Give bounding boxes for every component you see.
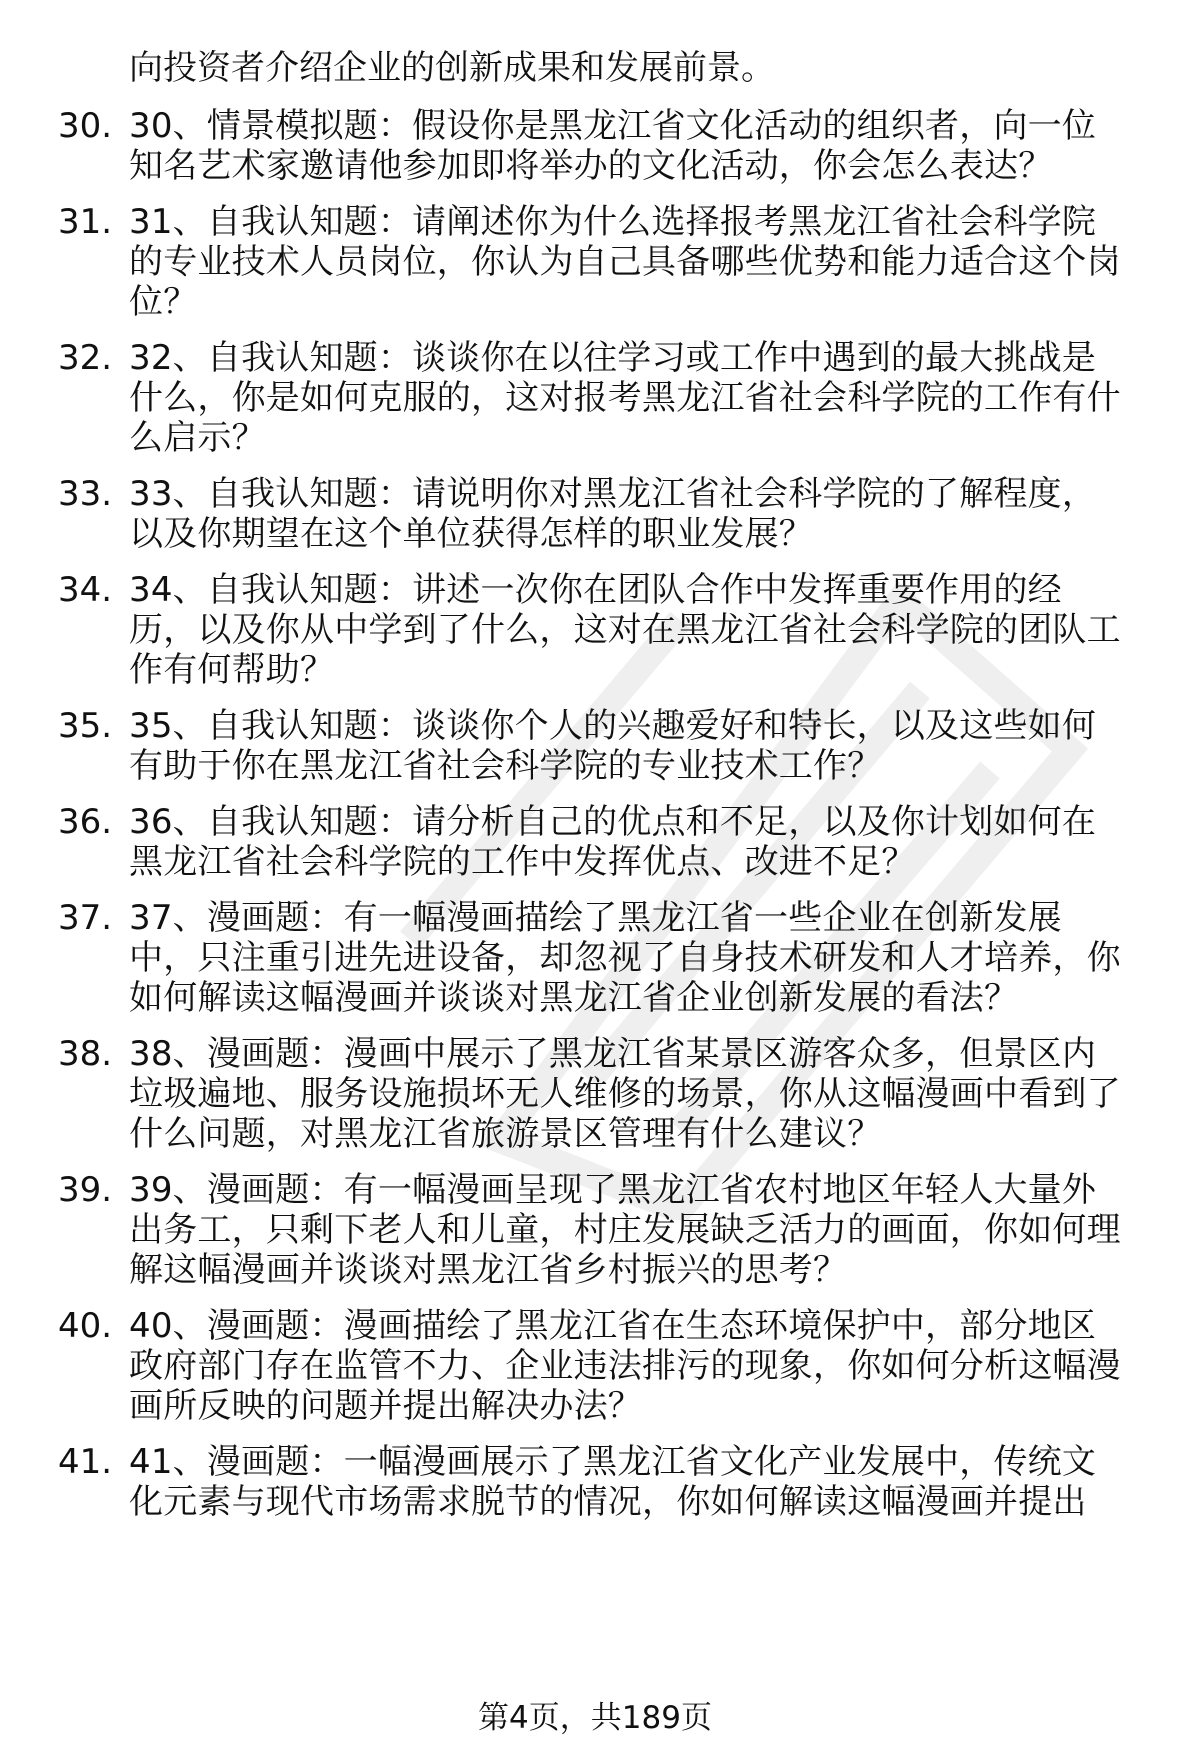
list-item: [58, 898, 1158, 1018]
item-number: 39.: [58, 1170, 113, 1210]
item-number: 32.: [58, 338, 113, 378]
item-text: 30、情景模拟题：假设你是黑龙江省文化活动的组织者，向一位知名艺术家邀请他参加即将举办的文化活动，你会怎么表达？: [129, 106, 1097, 186]
list-item: [58, 106, 1158, 186]
item-text: 39、漫画题：有一幅漫画呈现了黑龙江省农村地区年轻人大量外出务工，只剩下老人和儿童，村庄发展缺乏活力的画面，你如何理解这幅漫画并谈谈对黑龙江省乡村振兴的思考？: [129, 1170, 1121, 1290]
item-number: 31.: [58, 202, 113, 242]
list-item: [58, 1442, 1158, 1522]
item-text: 38、漫画题：漫画中展示了黑龙江省某景区游客众多，但景区内垃圾遍地、服务设施损坏无人维修的场景，你从这幅漫画中看到了什么问题，对黑龙江省旅游景区管理有什么建议？: [129, 1034, 1121, 1154]
list-item: [58, 1306, 1158, 1426]
items-container: [58, 106, 1158, 1522]
item-text: 33、自我认知题：请说明你对黑龙江省社会科学院的了解程度，以及你期望在这个单位获得怎样的职业发展？: [129, 474, 1097, 554]
item-text: 34、自我认知题：讲述一次你在团队合作中发挥重要作用的经历，以及你从中学到了什么，这对在黑龙江省社会科学院的团队工作有何帮助？: [129, 570, 1121, 690]
item-text: 41、漫画题：一幅漫画展示了黑龙江省文化产业发展中，传统文化元素与现代市场需求脱节的情况，你如何解读这幅漫画并提出: [129, 1442, 1097, 1522]
item-text: 35、自我认知题：谈谈你个人的兴趣爱好和特长，以及这些如何有助于你在黑龙江省社会科学院的专业技术工作？: [129, 706, 1097, 786]
page-footer: 第4页，共189页: [478, 1700, 712, 1736]
item-text: 32、自我认知题：谈谈你在以往学习或工作中遇到的最大挑战是什么，你是如何克服的，这对报考黑龙江省社会科学院的工作有什么启示？: [129, 338, 1121, 458]
item-number: 36.: [58, 802, 113, 842]
list-item: [58, 338, 1158, 458]
question-list: [58, 48, 1158, 1538]
item-number: 41.: [58, 1442, 113, 1482]
list-item: [58, 706, 1158, 786]
item-number: 37.: [58, 898, 113, 938]
list-item: [58, 474, 1158, 554]
list-item: [58, 202, 1158, 322]
item-number: 30.: [58, 106, 113, 146]
list-item: [58, 1170, 1158, 1290]
list-item: [58, 802, 1158, 882]
item-number: 40.: [58, 1306, 113, 1346]
continued-text: 向投资者介绍企业的创新成果和发展前景。: [129, 48, 775, 88]
item-number: 38.: [58, 1034, 113, 1074]
list-item: [58, 1034, 1158, 1154]
item-number: 34.: [58, 570, 113, 610]
item-text: 31、自我认知题：请阐述你为什么选择报考黑龙江省社会科学院的专业技术人员岗位，你认为自己具备哪些优势和能力适合这个岗位？: [129, 202, 1121, 322]
item-text: 37、漫画题：有一幅漫画描绘了黑龙江省一些企业在创新发展中，只注重引进先进设备，却忽视了自身技术研发和人才培养，你如何解读这幅漫画并谈谈对黑龙江省企业创新发展的看法？: [129, 898, 1121, 1018]
item-number: 33.: [58, 474, 113, 514]
item-text: 36、自我认知题：请分析自己的优点和不足，以及你计划如何在黑龙江省社会科学院的工作中发挥优点、改进不足？: [129, 802, 1097, 882]
list-item: [58, 570, 1158, 690]
item-number: 35.: [58, 706, 113, 746]
item-text: 40、漫画题：漫画描绘了黑龙江省在生态环境保护中，部分地区政府部门存在监管不力、企业违法排污的现象，你如何分析这幅漫画所反映的问题并提出解决办法？: [129, 1306, 1121, 1426]
